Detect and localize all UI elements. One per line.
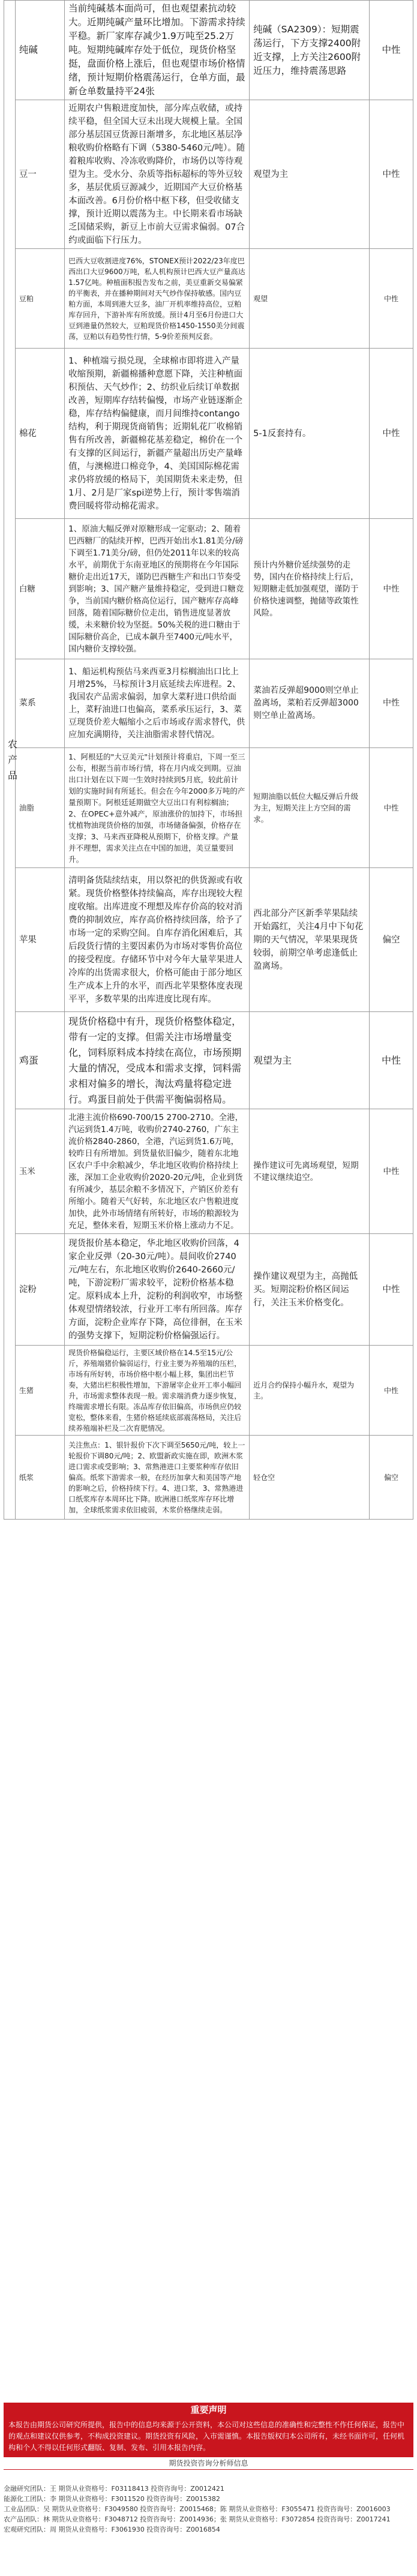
commodity-name-cell: 淀粉 (15, 1234, 64, 1346)
advice-cell: 操作建议观望为主，高抛低买。短期淀粉价格区间运行，关注玉米价格变化。 (250, 1234, 370, 1346)
analysis-cell: 北港主流价格690-700/15 2700-2710。全港，汽运到货1.4万吨，收购价2740-2760，广东主流价格2840-2860，全港，汽运到货1.6万吨，较昨日有所增加。到货量依旧偏少，随着东北地区农户手中余粮减少，华北地区收购价格持续上涨，深加工企业收购价2020-20元/吨，企业到货有所减少，基层余粮不多情况下，产销区价差有所缩小。随着天气好转，东北地区农户售粮进度加快，此外市场情绪有所转好，市场的粮源较为充足，整体来看，短期玉米价格上涨动力不足。 (65, 1109, 250, 1234)
analyst-line: 能源化工团队：李 期货从业资格号：F3011520 投资咨询号：Z0015382 (4, 2495, 220, 2503)
commodity-name-cell: 鸡蛋 (15, 1012, 64, 1109)
advice-cell: 操作建议可先离场观望，短期不建议继续追空。 (250, 1109, 370, 1234)
rating-cell: 中性 (370, 519, 413, 659)
strategy-table-container (4, 0, 413, 2400)
rating-cell: 中性 (370, 1346, 413, 1436)
analyst-line: 工业品团队：吴 期货从业资格号：F3049580 投资咨询号：Z0015468；陈 期货从业资格号：F3055471 投资咨询号：Z0016003 (4, 2505, 391, 2513)
table-row (4, 1109, 413, 1234)
table-row (4, 1436, 413, 1520)
analyst-line: 宏观研究团队：周 期货从业资格号：F3061930 投资咨询号：Z0016854 (4, 2526, 220, 2533)
disclaimer-title: 重要声明 (4, 2403, 413, 2417)
analysis-cell: 1、原油大幅反弹对原糖形成一定驱动；2、随着巴西糖厂的陆续开榨，巴西开始出水1.81美分/磅下调至1.71美分/磅，但仍处2011年以来的较高水平，前期优于东南亚地区的预期将在今年国际糖价走出近17天，谨防巴西糖生产和出口节奏受到影响；3、国产糖产量维持稳定，受到进口糖竞争，当前国内糖价格高位运行，国产糖库存高峰回落，随着国际糖价位走出，销售进度显著放缓，未来糖价较为坚挺。50%关税的进口糖由于国际糖价高企，已成本飙升至7400元/吨水平，国内糖价支撑较强。 (65, 519, 250, 659)
table-row (4, 1, 413, 100)
analysis-cell: 1、船运机构预估马来西亚3月棕榈油出口比上月增25%，马棕预计3月底延续去库进程。2、我国农产品需求偏弱，加拿大菜籽进口供给面上，菜籽油进口也偏高，菜系承压运行，3、菜豆现货价差大幅缩小之后市场或存需求替代，供应加充满期待，关注油脂需求替代情况。 (65, 659, 250, 748)
analysis-cell: 现货报价基本稳定，华北地区收购价回落，4家企业反弹（20-30元/吨）。晨间收价2740元/吨左右，东北地区收购价2640-2660元/吨，下游淀粉厂需求较平，淀粉价格基本稳定。原料成本上升，淀粉的利润收窄，市场整体观望情绪较浓，行业开工率有所回落。库存方面，淀粉企业库存下降，高位徘徊，在玉米的强势支撑下，短期淀粉价格偏强运行。 (65, 1234, 250, 1346)
advice-cell: 5-1反套持有。 (250, 349, 370, 519)
table-row (4, 748, 413, 868)
rating-cell: 偏空 (370, 1436, 413, 1520)
table-row (4, 1346, 413, 1436)
strategy-table-body (4, 1, 413, 1520)
rating-cell: 中性 (370, 1, 413, 100)
analysis-cell: 1、阿根廷的"大豆美元"计划预计将重启，下周一至三公布，根据当前市场行情，将在月内成交到期。豆油出口计划在以下周一生效时持续到5月底，较此前计划的实施时间有所延长。但会在今年2000多万吨的产量预期下。阿根廷延期做空大豆出口有利棕榈油；2、在OPEC+意外减产，原油涨价的加持下，市场担忧植物油现货价格的加强，市场储备偏强，价格存在支撑；3、马来西亚降税从预期下，价格支撑。产量并不理想，需求关注点在中国的加进，美豆量要回升。 (65, 748, 250, 868)
rating-cell: 中性 (370, 659, 413, 748)
analysis-cell: 近期农户售粮进度加快，部分库点收储，或持续平稳，但全国大豆未出现大规模上量。全国部分基层国豆货源日渐增多，东北地区基层净粮收购价格略有下调（5380-5460元/吨）。随着粮库收购、冷冻收购降价，市场仍以等待观望为主。受水分、杂质等指标超标的等外豆较多，基层优质豆源减少，近期国产大豆价格基本面改善。6月份价格中枢下移，但受收储支撑，预计近期以震荡为主。中长期来看市场缺乏国储采购，新豆上市前大豆需求偏弱。07合约或面临下行压力。 (65, 100, 250, 249)
advice-cell: 菜油若反弹超9000则空单止盈离场，菜粕若反弹超3000则空单止盈离场。 (250, 659, 370, 748)
rating-cell: 中性 (370, 1234, 413, 1346)
analysis-cell: 1、种植端亏损兑现，全球棉市即将进入产量收缩预期，新疆棉播种意愿下降，关注种植面积预估、天气炒作；2、纺织业后续订单数据改善，短期库存结转偏慢，市场产业链逐渐企稳，库存结构偏健康，而月间维持contango结构，利于期现货商销售；近期轧花厂收棉销售有所改善，新疆棉花基差稳定，棉价在一个有支撑的区间运行，新疆产量超出历史产量峰值，与澳棉进口棉竞争，4、美国国际棉花需求仍将放缓的格局下，美国期货未来走势，但1月、2月是厂家spi逆势上行，预计零售端消费回暖将带动棉花需求。 (65, 349, 250, 519)
table-row (4, 249, 413, 349)
advice-cell: 纯碱（SA2309）：短期震荡运行，下方支撑2400附近支撑，上方关注2600附近压力，维持震荡思路 (250, 1, 370, 100)
rating-cell: 中性 (370, 1109, 413, 1234)
advice-cell: 预计内外糖价延续强势的走势，国内在价格持续上行后，短期糖走低加强观望，谨防于价格快速调整，抛储等政策性风险。 (250, 519, 370, 659)
commodity-name-cell: 苹果 (15, 868, 64, 1012)
analysis-cell: 现货价格偏稳运行，主要区域价格在14.5至15元/公斤，养殖端猪价偏弱运行，行业主要为养殖端的压栏，市场有所好转，市场价格中枢小幅上移，集团出栏节奏，大猪出栏积极性增加，下游屠宰企业开工率小幅回升，市场需求整体表现一般。需求端消费力逐步恢复，终端需求增长有限。冻品库存依旧偏高，市场供应仍较宽松，整体来看，生猪价格延续底部震荡格局，关注后续养殖端补栏及二次育肥情况。 (65, 1346, 250, 1436)
analysis-cell: 当前纯碱基本面尚可，但也观望素抗动较大。近期纯碱产量环比增加。下游需求持续平稳。新厂家库存减少1.9万吨至25.2万吨。短期纯碱库存处于低位，现货价格坚挺，盘面价格上涨后，但也观望市场价格情绪，预计短期价格震荡运行，仓单方面，最新仓单数量持平24张 (65, 1, 250, 100)
rating-cell: 中性 (370, 100, 413, 249)
table-row (4, 519, 413, 659)
commodity-name-cell: 豆一 (15, 100, 64, 249)
disclaimer-block (4, 2403, 413, 2470)
analyst-line: 农产品团队：林 期货从业资格号：F3048712 投资咨询号：Z0014936；张 期货从业资格号：F3072854 投资咨询号：Z0017241 (4, 2515, 391, 2523)
advice-cell: 短期油脂以低位大幅反弹后升级为主，短期关注上方空间的需求。 (250, 748, 370, 868)
advice-cell: 观望为主 (250, 1012, 370, 1109)
commodity-name-cell: 生猪 (15, 1346, 64, 1436)
advice-cell: 观望为主 (250, 100, 370, 249)
commodity-name-cell: 纯碱 (15, 1, 64, 100)
analysis-cell: 巴西大豆收割进度76%，STONEX预计2022/23年度巴西出口大豆9600万吨，私人机构预计巴西大豆产量高达1.57亿吨。种植面积报告发布之前，美豆重新交易偏紧的平衡表，并在播种期间对天气炒作保持敏感。国内豆粕方面，本周到港大豆多，油厂开机率维持高位，豆粕库存回升，下游补库有所放缓。预计4月至6月份进口大豆到港量仍然较大，豆粕现货价格1450-1550美分间震荡，豆粕以有趋势性行情，5-9价差预判反套。 (65, 249, 250, 349)
commodity-name-cell: 豆粕 (15, 249, 64, 349)
advice-cell: 近月合约保持小幅升水，观望为主。 (250, 1346, 370, 1436)
analysis-cell: 清明备货陆续结束，用以祭祀的供货源或有收紧。现货价格整体持续偏高，库存出现较大程度收缩。出库进度不理想及库存价高的较对消费的抑制效应，库存高价格持续回落，给予了市场一定的采购空间。自库存消化困难后，其后段货行情的主要因素仍为市场对零售价高位的接受程度。存储环节中对今年大量苹果进人冷库的出货需求很大，价格可能由于部分地区生产成本上升的水平，而西北苹果整体度表现平平，多数苹果的出库进度比现有库。 (65, 868, 250, 1012)
analysis-cell: 现货价格稳中有升，现货价格整体稳定，带有一定的支撑。但需关注市场增量变化，饲料原料成本持续在高位，市场预期大量的情况，受成本和需求支撑，饲料需求相对偏多的增长，淘汰鸡量将稳定进行。鸡蛋目前处于供需平衡偏弱格局。 (65, 1012, 250, 1109)
rating-cell: 中性 (370, 349, 413, 519)
disclaimer-footer: 期货投资咨询分析师信息 (4, 2457, 413, 2470)
analyst-info (4, 2484, 413, 2535)
analysis-cell: 关注焦点：1、银针报价下次下调至5650元/吨，较上一轮报价下调80元/吨；2、欧盟新政实施在即，欧洲木浆进口需求或受影响；3、常熟港进口主要浆种库存依旧偏高。纸浆下游需求一般，在经历加拿大和美国等产地的影响之后，价格持续下行。4、进口浆，3、常熟港进口纸浆库存本周环比下降。欧洲港口纸浆库存环比增加，全球纸浆需求依旧疲弱，木浆价格继续走弱。 (65, 1436, 250, 1520)
analyst-line: 金融研究团队：王 期货从业资格号：F03118413 投资咨询号：Z0012421 (4, 2485, 224, 2493)
table-row (4, 868, 413, 1012)
table-row (4, 1234, 413, 1346)
commodity-name-cell: 油脂 (15, 748, 64, 868)
category-cell: 农产品 (4, 1, 16, 1520)
rating-cell: 偏空 (370, 868, 413, 1012)
rating-cell: 中性 (370, 1012, 413, 1109)
table-row (4, 659, 413, 748)
table-row (4, 349, 413, 519)
commodity-name-cell: 白糖 (15, 519, 64, 659)
rating-cell: 中性 (370, 249, 413, 349)
table-row (4, 1012, 413, 1109)
rating-cell: 中性 (370, 748, 413, 868)
advice-cell: 轻仓空 (250, 1436, 370, 1520)
commodity-name-cell: 棉花 (15, 349, 64, 519)
disclaimer-body: 本报告由期货公司研究所提供，报告中的信息均来源于公开资料，本公司对这些信息的准确性和完整性不作任何保证，报告中的观点和建议仅供参考，不构成投资建议。期货投资有风险，入市需谨慎。本报告版权归本公司所有，未经书面许可，任何机构和个人不得以任何形式翻版、复制、发布、引用本报告内容。 (4, 2417, 413, 2457)
advice-cell: 观望 (250, 249, 370, 349)
strategy-table (4, 0, 413, 1520)
advice-cell: 西北部分产区新季苹果陆续开始露红，关注4月中下旬花期的天气情况，苹果果现货较弱，前期空单考虑逢低止盈离场。 (250, 868, 370, 1012)
commodity-name-cell: 玉米 (15, 1109, 64, 1234)
commodity-name-cell: 纸浆 (15, 1436, 64, 1520)
table-row (4, 100, 413, 249)
commodity-name-cell: 菜系 (15, 659, 64, 748)
